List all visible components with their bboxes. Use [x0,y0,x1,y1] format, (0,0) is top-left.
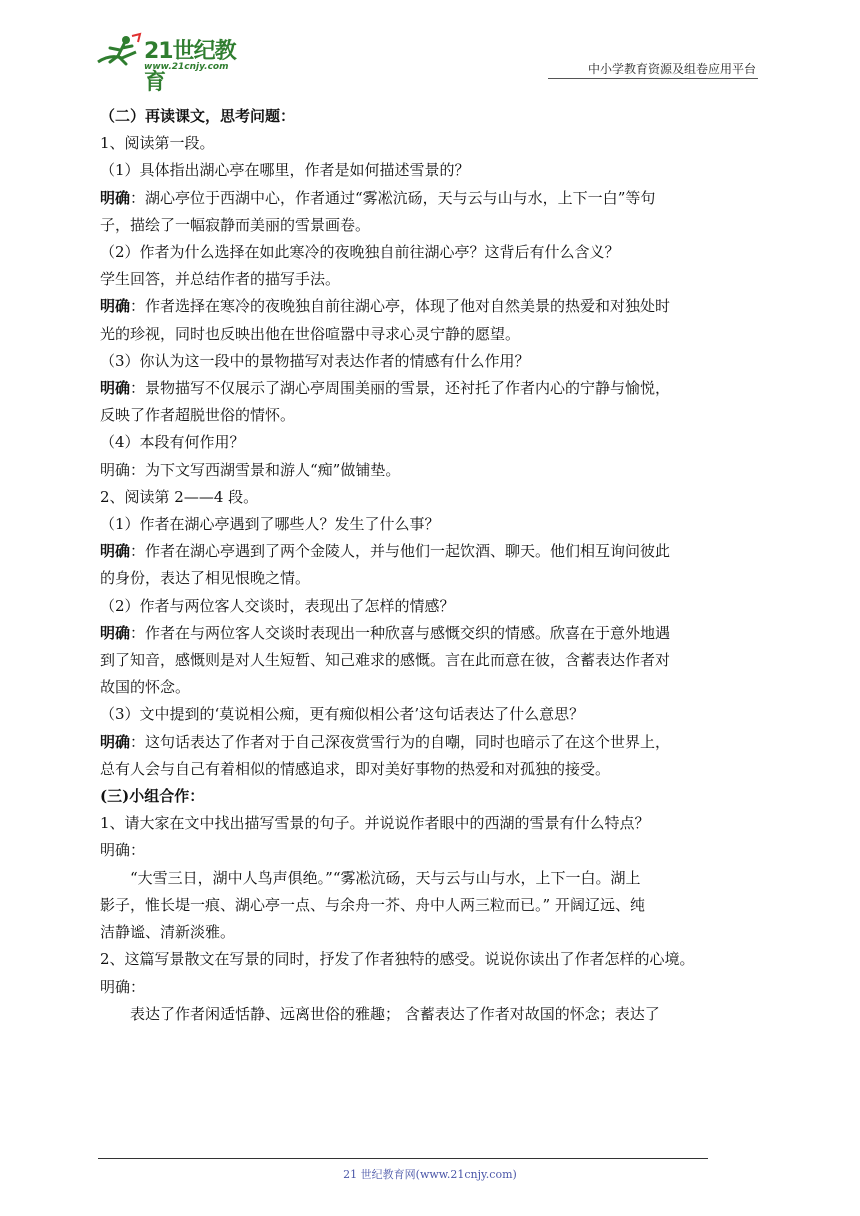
text-line: 光的珍视，同时也反映出他在世俗喧嚣中寻求心灵宁静的愿望。 [100,324,521,343]
text-line [100,375,762,402]
footer-divider [98,1158,708,1159]
answer-text: ：作者选择在寒冷的夜晚独自前往湖心亭，体现了他对自然美景的热爱和对独处时 [130,297,671,316]
answer-text: ：景物描写不仅展示了湖心亭周围美丽的雪景，还衬托了作者内心的宁静与愉悦， [130,379,671,398]
answer-text: ：湖心亭位于西湖中心，作者通过“雾凇沆砀，天与云与山与水，上下一白”等句 [130,188,656,207]
text-line: 1、请大家在文中找出描写雪景的句子。并说说作者眼中的西湖的雪景有什么特点？ [100,814,650,833]
text-line: 的身份，表达了相见恨晚之情。 [100,569,311,588]
logo-url: www.21cnjy.com [144,62,229,72]
logo [96,32,256,95]
text-line: 洁静谧、清新淡雅。 [100,923,236,942]
text-line: “大雪三日，湖中人鸟声俱绝。”“雾凇沆砀，天与云与山与水，上下一白。湖上 [130,868,641,887]
text-line: （1）作者在湖心亭遇到了哪些人？发生了什么事？ [100,515,440,534]
text-line: 影子，惟长堤一痕、湖心亭一点、与余舟一芥、舟中人两三粒而已。” 开阔辽远、纯 [100,895,645,914]
text-line [100,185,762,212]
header-divider [548,78,758,79]
answer-label: 明确 [100,297,131,316]
text-line: 总有人会与自己有着相似的情感追求，即对美好事物的热爱和对孤独的接受。 [100,759,611,778]
logo-text: 21世纪教育 [144,39,236,95]
platform-label: 中小学教育资源及组卷应用平台 [587,62,756,76]
text-line [100,729,762,756]
text-line: （3）文中提到的‘莫说相公痴，更有痴似相公者’这句话表达了什么意思？ [100,705,585,724]
text-line: 2、这篇写景散文在写景的同时，抒发了作者独特的感受。说说你读出了作者怎样的心境。 [100,950,695,969]
text-line: 子，描绘了一幅寂静而美丽的雪景画卷。 [100,215,371,234]
text-line: 明确：为下文写西湖雪景和游人“痴”做铺垫。 [100,460,401,479]
text-line: 到了知音，感慨则是对人生短暂、知己难求的感慨。言在此而意在彼，含蓄表达作者对 [100,651,671,670]
text-line: （2）作者与两位客人交谈时，表现出了怎样的情感？ [100,596,455,615]
text-line: 1、阅读第一段。 [100,134,215,153]
text-line: 2、阅读第 2——4 段。 [100,487,259,506]
text-line: 学生回答，并总结作者的描写手法。 [100,270,341,289]
page-footer: 21 世纪教育网(www.21cnjy.com) [343,1168,517,1181]
text-line: 明确： [100,977,146,996]
text-line: （4）本段有何作用？ [100,433,245,452]
answer-label: 明确 [100,188,131,207]
text-line: （2）作者为什么选择在如此寒冷的夜晚独自前往湖心亭？这背后有什么含义？ [100,243,620,262]
answer-label: 明确 [100,623,131,642]
section-heading: (三)小组合作： [100,787,205,806]
section-heading: （二）再读课文，思考问题： [100,107,296,125]
text-line: 明确： [100,841,146,860]
runner-logo-icon [96,32,142,76]
answer-text: ：这句话表达了作者对于自己深夜赏雪行为的自嘲，同时也暗示了在这个世界上， [130,732,671,751]
text-line: 表达了作者闲适恬静、远离世俗的雅趣； 含蓄表达了作者对故国的怀念；表达了 [130,1004,660,1023]
text-line [100,620,762,647]
answer-text: ：作者在湖心亭遇到了两个金陵人，并与他们一起饮酒、聊天。他们相互询问彼此 [130,542,671,561]
text-line: （1）具体指出湖心亭在哪里，作者是如何描述雪景的？ [100,161,470,180]
text-line: （3）你认为这一段中的景物描写对表达作者的情感有什么作用？ [100,351,530,370]
answer-text: ：作者在与两位客人交谈时表现出一种欣喜与感慨交织的情感。欣喜在于意外地遇 [130,623,671,642]
answer-label: 明确 [100,379,131,398]
page-header [96,32,760,95]
text-line: 反映了作者超脱世俗的情怀。 [100,406,296,425]
text-line: 故国的怀念。 [100,678,191,697]
text-line [100,538,762,565]
document-body [100,103,762,1028]
answer-label: 明确 [100,732,131,751]
answer-label: 明确 [100,542,131,561]
text-line [100,293,762,320]
